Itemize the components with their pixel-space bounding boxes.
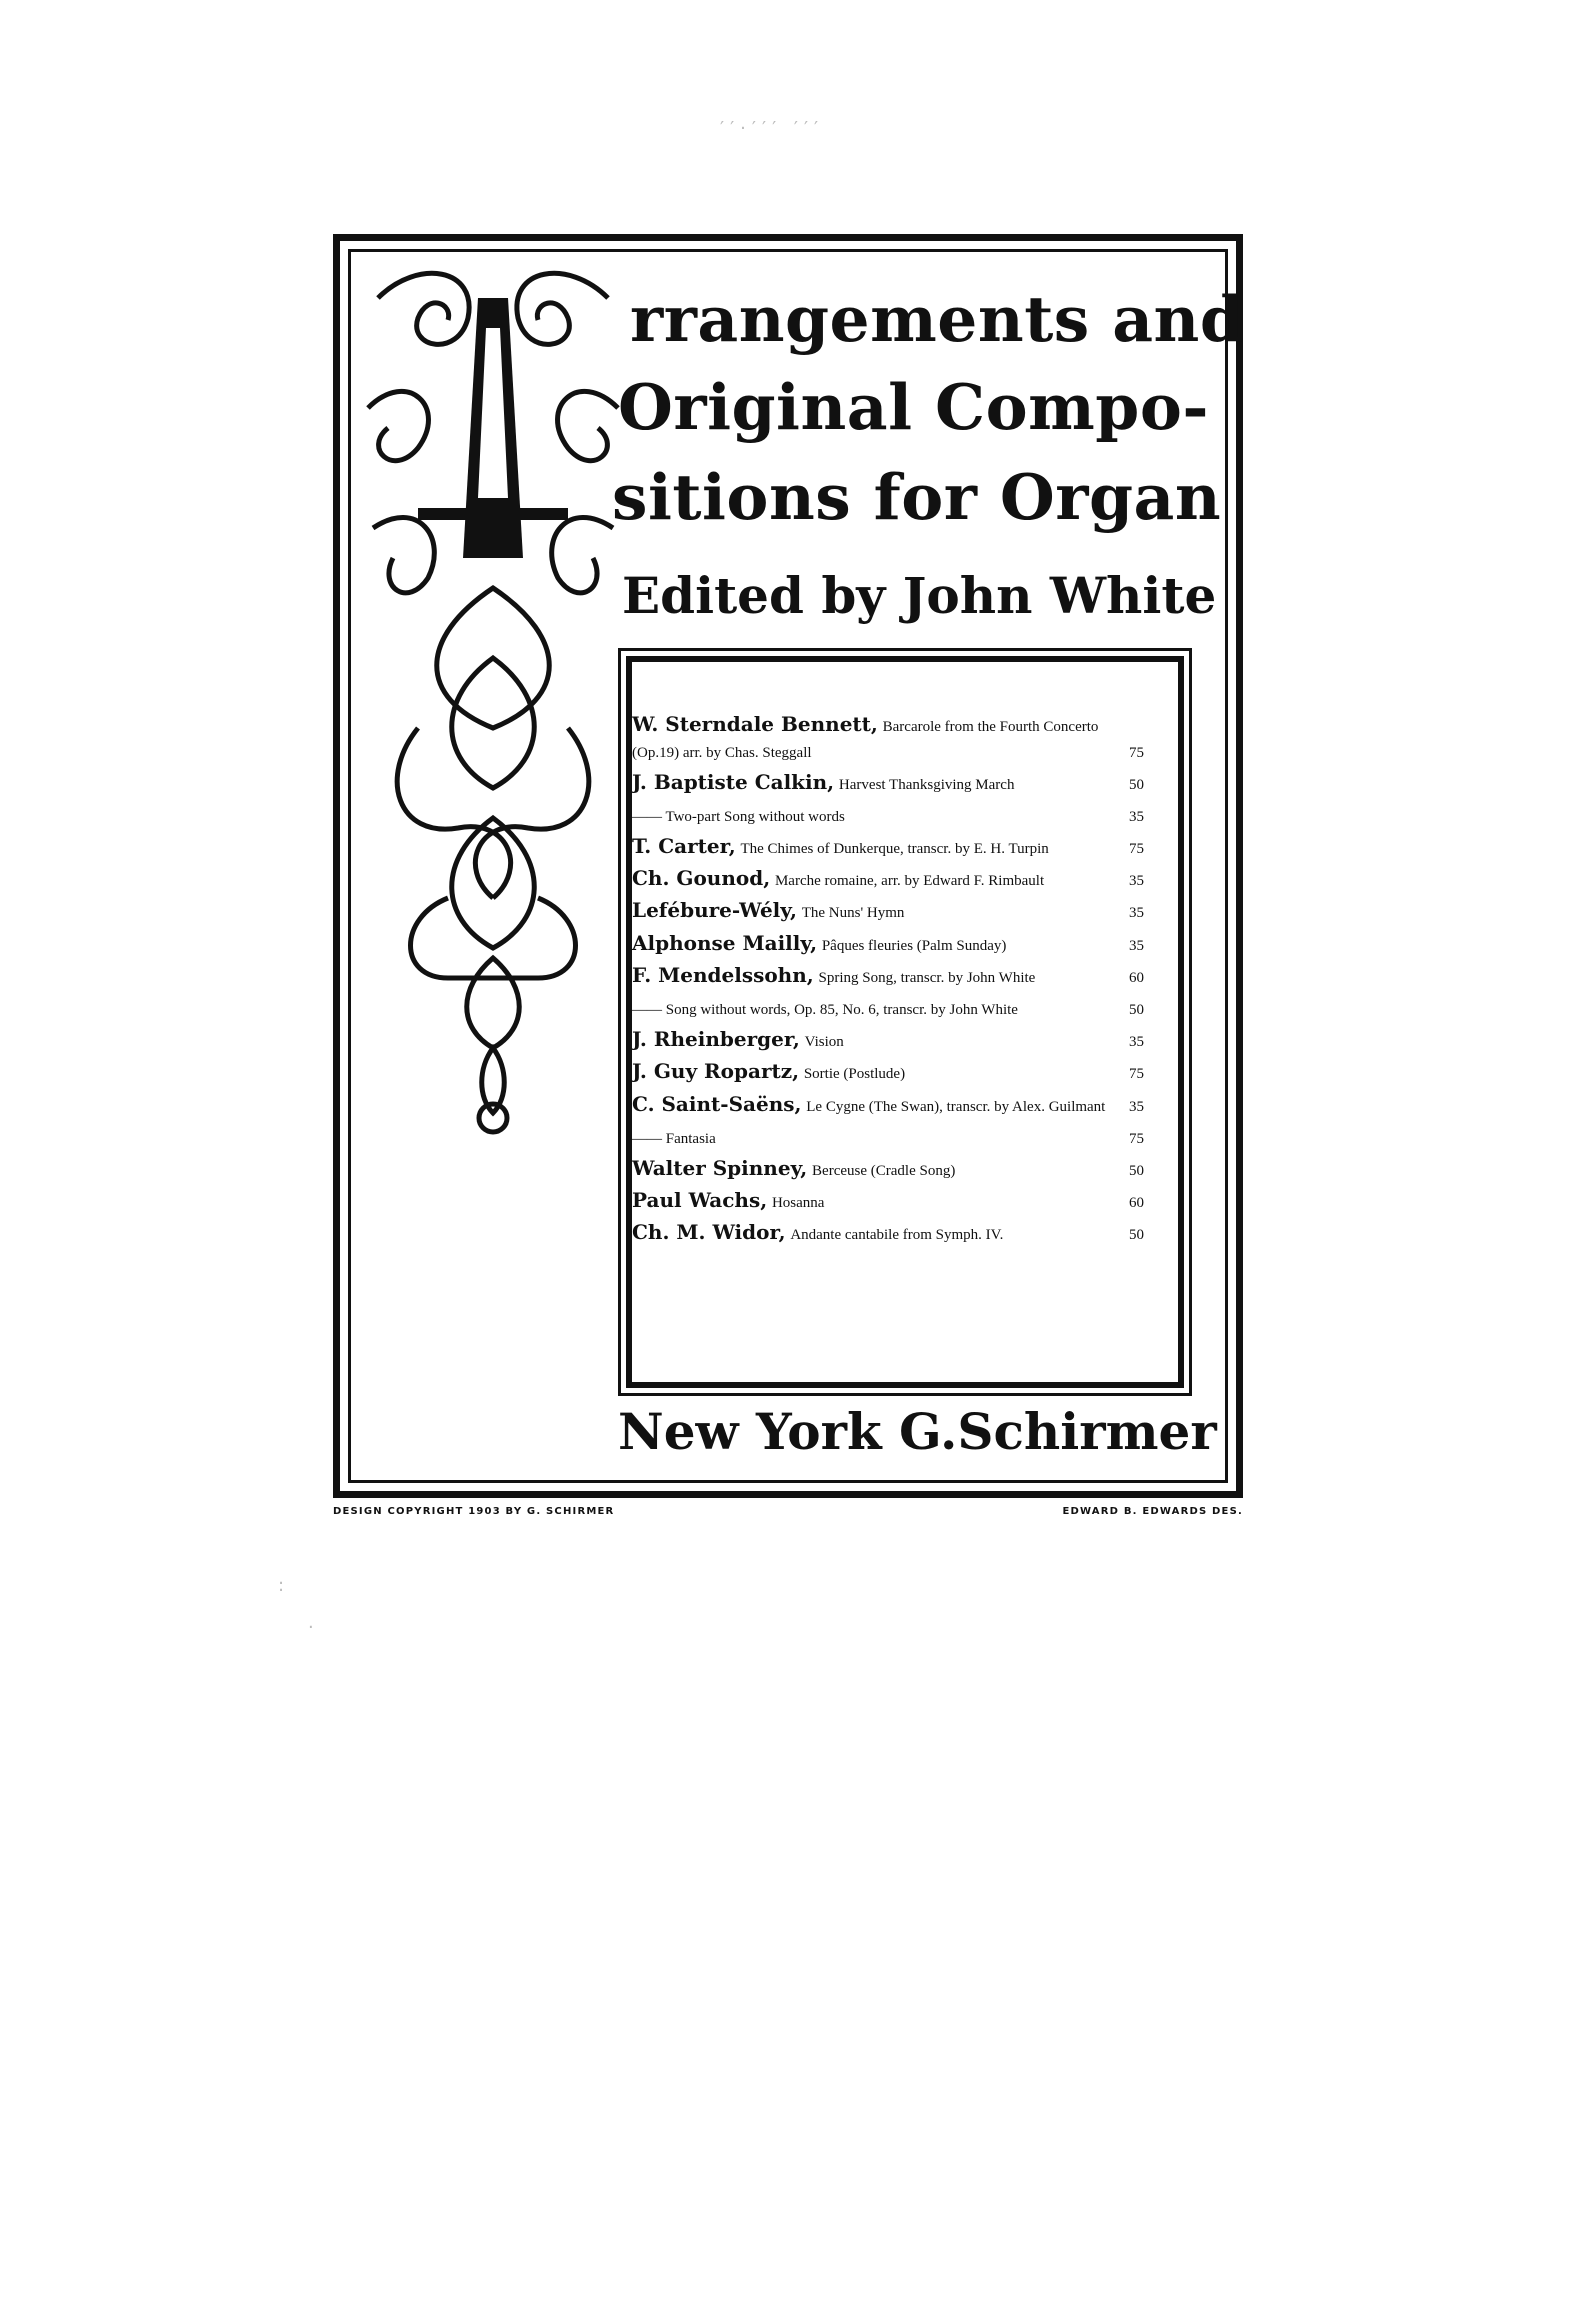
contents-entry [632,1220,1144,1248]
work-title: Pâques fleuries (Palm Sunday) [821,937,1007,954]
contents-entry [632,866,1144,894]
work-title: Andante cantabile from Symph. IV. [790,1227,1004,1244]
contents-entry [632,963,1144,991]
entry-text [632,1188,1106,1216]
entry-text [632,995,1106,1023]
entry-text [632,1156,1106,1184]
contents-list [632,712,1144,1253]
work-title: Hosanna [771,1195,825,1212]
composer-name: Ch. Gounod, [632,866,771,891]
composer-name: C. Saint-Saëns, [632,1091,802,1116]
price: 75 [1129,744,1144,761]
contents-entry [632,1156,1144,1184]
entry-text [632,1059,1106,1087]
price: 60 [1129,969,1144,986]
work-title: Spring Song, transcr. by John White [818,969,1036,986]
composer-name: Paul Wachs, [632,1188,768,1213]
editor-credit: Edited by John White [622,566,1217,625]
price: 75 [1129,1066,1144,1083]
composer-name: J. Baptiste Calkin, [632,769,835,794]
composer-name: T. Carter, [632,834,736,859]
entry-text [632,712,1106,765]
price: 35 [1129,937,1144,954]
work-title: The Nuns' Hymn [801,905,905,922]
contents-entry [632,931,1144,959]
price: 50 [1129,1227,1144,1244]
composer-name: Alphonse Mailly, [632,930,818,955]
price: 75 [1129,1130,1144,1147]
price: 35 [1129,905,1144,922]
entry-text [632,931,1106,959]
composer-name: J. Rheinberger, [632,1027,800,1052]
price: 35 [1129,1034,1144,1051]
contents-entry [632,1092,1144,1120]
contents-entry [632,712,1144,765]
designer-credit: EDWARD B. EDWARDS DES. [1062,1506,1243,1517]
composer-name: Lefébure-Wély, [632,898,797,923]
entry-text [632,866,1106,894]
price: 35 [1129,1098,1144,1115]
contents-entry [632,834,1144,862]
scan-mark: : [278,1575,285,1596]
contents-entry [632,1188,1144,1216]
contents-entry [632,802,1144,830]
work-title: Barcarole from the Fourth Concerto (Op.19) arr. by Chas. Steggall [632,719,1099,761]
contents-entry [632,898,1144,926]
entry-text [632,802,1106,830]
work-title: Le Cygne (The Swan), transcr. by Alex. Guilmant [806,1098,1106,1115]
scan-mark-top: ′′·′′′ ′′′ [720,118,825,139]
composer-name: Walter Spinney, [632,1155,808,1180]
illuminated-initial-ornament [358,258,628,1138]
work-title: —— Two-part Song without words [632,808,845,825]
composer-name: Ch. M. Widor, [632,1220,786,1245]
work-title: Sortie (Postlude) [803,1066,906,1083]
title-line-1: rrangements and [630,282,1245,356]
contents-entry [632,770,1144,798]
entry-text [632,1092,1106,1120]
price: 75 [1129,841,1144,858]
work-title: Marche romaine, arr. by Edward F. Rimbault [774,873,1045,890]
work-title: Harvest Thanksgiving March [838,776,1015,793]
entry-text [632,1124,1106,1152]
work-title: —— Song without words, Op. 85, No. 6, transcr. by John White [632,1002,1018,1018]
contents-entry [632,995,1144,1023]
publisher-imprint: New York G.Schirmer [618,1402,1217,1461]
contents-entry [632,1124,1144,1152]
entry-text [632,1220,1106,1248]
work-title: Berceuse (Cradle Song) [812,1162,956,1179]
composer-name: F. Mendelssohn, [632,962,814,987]
contents-entry [632,1059,1144,1087]
price: 50 [1129,1162,1144,1179]
title-line-2: Original Compo- [618,370,1210,444]
work-title: —— Fantasia [632,1130,716,1147]
design-copyright: DESIGN COPYRIGHT 1903 BY G. SCHIRMER [333,1506,615,1517]
contents-entry [632,1027,1144,1055]
title-line-3: sitions for Organ [612,460,1222,534]
entry-text [632,963,1106,991]
price: 60 [1129,1195,1144,1212]
work-title: The Chimes of Dunkerque, transcr. by E. H. Turpin [740,841,1049,858]
entry-text [632,834,1106,862]
composer-name: W. Sterndale Bennett, [632,712,878,736]
composer-name: J. Guy Ropartz, [632,1059,800,1084]
price: 50 [1129,776,1144,793]
entry-text [632,770,1106,798]
price: 50 [1129,1002,1144,1018]
work-title: Vision [804,1034,844,1051]
entry-text [632,1027,1106,1055]
price: 35 [1129,873,1144,890]
scan-mark: . [308,1612,314,1633]
price: 35 [1129,808,1144,825]
entry-text [632,898,1106,926]
